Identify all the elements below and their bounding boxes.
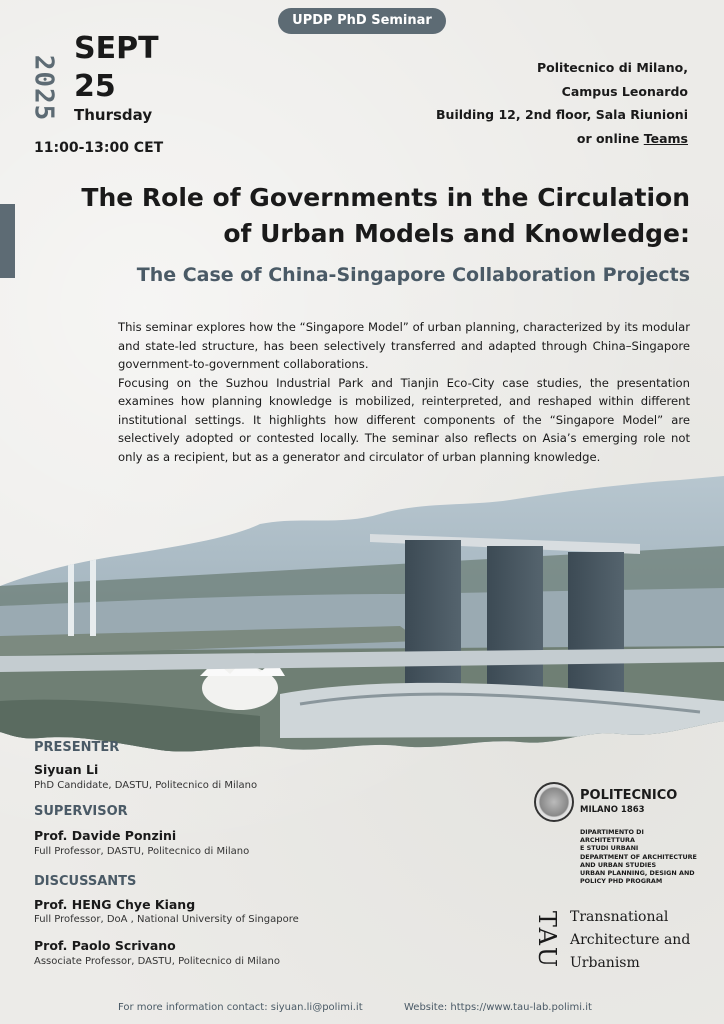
supervisor-affiliation: Full Professor, DASTU, Politecnico di Milano <box>34 846 250 857</box>
tau-logo <box>530 902 710 974</box>
tau-line: Transnational <box>570 909 669 925</box>
event-month: SEPT <box>74 31 159 66</box>
event-weekday: Thursday <box>74 106 153 124</box>
dept-line: E STUDI URBANI <box>580 844 639 853</box>
polimi-name: POLITECNICO <box>580 788 678 803</box>
dept-line: AND URBAN STUDIES <box>580 860 657 869</box>
tau-line: Architecture and <box>570 932 691 948</box>
dept-line: DEPARTMENT OF ARCHITECTURE <box>580 852 697 861</box>
tau-mark <box>530 908 564 972</box>
event-day: 25 <box>74 69 116 104</box>
polimi-logo <box>534 778 704 898</box>
venue-line: Building 12, 2nd floor, Sala Riunioni <box>436 107 688 122</box>
discussant-name: Prof. HENG Chye Kiang <box>34 897 196 912</box>
website-link[interactable]: Website: https://www.tau-lab.polimi.it <box>404 1002 592 1013</box>
venue-line: Politecnico di Milano, <box>537 60 688 75</box>
seminar-title <box>70 180 690 252</box>
contact-info[interactable]: For more information contact: siyuan.li@polimi.it <box>118 1002 363 1013</box>
tau-mark-text: TAU <box>533 910 562 970</box>
supervisor-name: Prof. Davide Ponzini <box>34 828 177 843</box>
venue-line <box>436 127 688 151</box>
dept-line: URBAN PLANNING, DESIGN AND <box>580 869 695 878</box>
venue-online-prefix: or online <box>576 130 644 146</box>
venue-line: Campus Leonardo <box>561 83 688 99</box>
discussant-affiliation: Associate Professor, DASTU, Politecnico di Milano <box>34 956 280 967</box>
title-line: of Urban Models and Knowledge: <box>223 219 690 248</box>
venue-block <box>436 56 688 150</box>
seminar-subtitle: The Case of China-Singapore Collaboration Projects <box>136 264 690 286</box>
abstract <box>118 318 690 466</box>
event-year-text: 2025 <box>28 54 58 122</box>
teams-link[interactable]: Teams <box>643 130 688 146</box>
polimi-seal-icon <box>534 782 574 822</box>
discussants-heading: DISCUSSANTS <box>34 874 137 889</box>
presenter-heading: PRESENTER <box>34 740 120 755</box>
singapore-skyline-photo <box>0 476 724 766</box>
discussant-name: Prof. Paolo Scrivano <box>34 938 176 953</box>
presenter-name: Siyuan Li <box>34 762 99 777</box>
dept-line: POLICY PHD PROGRAM <box>580 877 663 886</box>
supervisor-heading: SUPERVISOR <box>34 804 128 819</box>
abstract-paragraph: This seminar explores how the “Singapore Model” of urban planning, characterized by its modular and state-led structure, has been selectively transferred and adapted through China–Singapore government-to-government collaborations. <box>118 320 690 371</box>
polimi-subtitle: MILANO 1863 <box>580 805 645 815</box>
polimi-department <box>580 828 700 885</box>
title-line: The Role of Governments in the Circulation <box>81 183 690 212</box>
event-year <box>28 38 58 138</box>
seminar-series-badge: UPDP PhD Seminar <box>278 8 446 34</box>
discussant-affiliation: Full Professor, DoA , National University of Singapore <box>34 914 299 925</box>
tau-wordmark <box>570 906 690 975</box>
abstract-paragraph: Focusing on the Suzhou Industrial Park and Tianjin Eco-City case studies, the presentation examines how planning knowledge is mobilized, reinterpreted, and reshaped within different institutional settings. It highlights how different components of the “Singapore Model” are selectively adopted or contested locally. The seminar also reflects on Asia’s emerging role not only as a recipient, but as a generator and circulator of urban planning knowledge. <box>118 375 690 464</box>
dept-line: DIPARTIMENTO DI ARCHITETTURA <box>580 828 644 845</box>
event-time: 11:00-13:00 CET <box>34 140 164 156</box>
presenter-affiliation: PhD Candidate, DASTU, Politecnico di Milano <box>34 780 258 791</box>
decorative-side-bar <box>0 204 15 278</box>
tau-line: Urbanism <box>570 955 640 971</box>
